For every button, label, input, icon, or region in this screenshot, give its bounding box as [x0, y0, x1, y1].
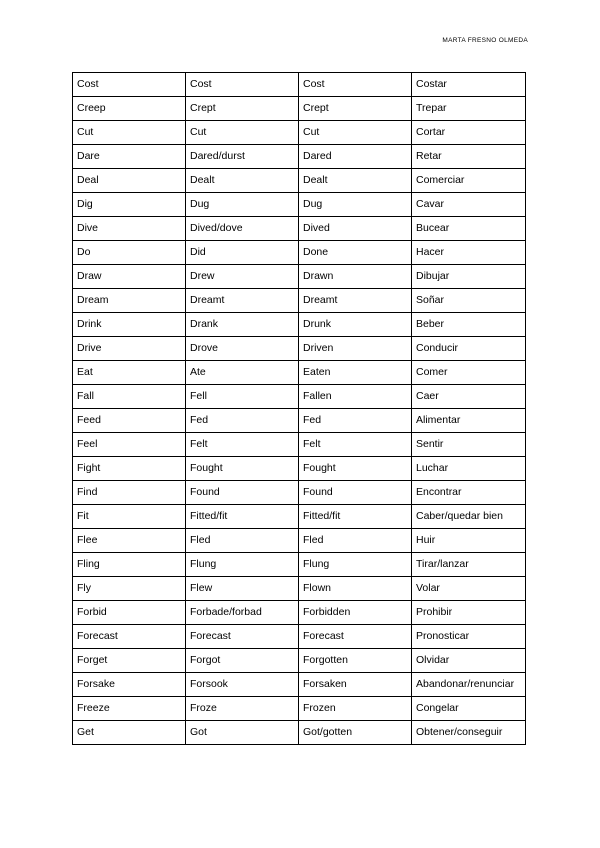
infinitive-cell: Fight: [73, 457, 186, 481]
translation-cell: Costar: [412, 73, 526, 97]
past-simple-cell: Cut: [186, 121, 299, 145]
document-header-author: MARTA FRESNO OLMEDA: [442, 37, 528, 44]
past-participle-cell: Drunk: [299, 313, 412, 337]
past-participle-cell: Found: [299, 481, 412, 505]
infinitive-cell: Eat: [73, 361, 186, 385]
past-participle-cell: Fitted/fit: [299, 505, 412, 529]
infinitive-cell: Drink: [73, 313, 186, 337]
past-participle-cell: Forsaken: [299, 673, 412, 697]
table-row: [73, 481, 526, 505]
infinitive-cell: Forsake: [73, 673, 186, 697]
infinitive-cell: Dare: [73, 145, 186, 169]
infinitive-cell: Dream: [73, 289, 186, 313]
past-simple-cell: Drank: [186, 313, 299, 337]
table-row: [73, 601, 526, 625]
past-simple-cell: Found: [186, 481, 299, 505]
past-participle-cell: Dreamt: [299, 289, 412, 313]
translation-cell: Obtener/conseguir: [412, 721, 526, 745]
past-simple-cell: Did: [186, 241, 299, 265]
table-row: [73, 721, 526, 745]
infinitive-cell: Freeze: [73, 697, 186, 721]
table-row: [73, 385, 526, 409]
past-participle-cell: Eaten: [299, 361, 412, 385]
past-simple-cell: Got: [186, 721, 299, 745]
infinitive-cell: Fall: [73, 385, 186, 409]
table-row: [73, 241, 526, 265]
translation-cell: Trepar: [412, 97, 526, 121]
infinitive-cell: Find: [73, 481, 186, 505]
table-row: [73, 121, 526, 145]
past-participle-cell: Cut: [299, 121, 412, 145]
infinitive-cell: Cut: [73, 121, 186, 145]
table-row: [73, 625, 526, 649]
past-simple-cell: Cost: [186, 73, 299, 97]
table-row: [73, 265, 526, 289]
translation-cell: Encontrar: [412, 481, 526, 505]
translation-cell: Comer: [412, 361, 526, 385]
table-row: [73, 73, 526, 97]
infinitive-cell: Fly: [73, 577, 186, 601]
translation-cell: Comerciar: [412, 169, 526, 193]
infinitive-cell: Forget: [73, 649, 186, 673]
past-participle-cell: Felt: [299, 433, 412, 457]
table-row: [73, 193, 526, 217]
translation-cell: Dibujar: [412, 265, 526, 289]
table-row: [73, 433, 526, 457]
table-row: [73, 409, 526, 433]
table-row: [73, 313, 526, 337]
table-row: [73, 97, 526, 121]
infinitive-cell: Drive: [73, 337, 186, 361]
translation-cell: Huir: [412, 529, 526, 553]
past-participle-cell: Forecast: [299, 625, 412, 649]
translation-cell: Hacer: [412, 241, 526, 265]
past-participle-cell: Drawn: [299, 265, 412, 289]
past-participle-cell: Flung: [299, 553, 412, 577]
past-participle-cell: Fled: [299, 529, 412, 553]
table-row: [73, 577, 526, 601]
table-row: [73, 337, 526, 361]
table-row: [73, 505, 526, 529]
translation-cell: Soñar: [412, 289, 526, 313]
infinitive-cell: Feel: [73, 433, 186, 457]
translation-cell: Congelar: [412, 697, 526, 721]
translation-cell: Abandonar/renunciar: [412, 673, 526, 697]
past-participle-cell: Forbidden: [299, 601, 412, 625]
past-simple-cell: Dealt: [186, 169, 299, 193]
past-simple-cell: Forecast: [186, 625, 299, 649]
past-simple-cell: Fitted/fit: [186, 505, 299, 529]
infinitive-cell: Get: [73, 721, 186, 745]
table-row: [73, 529, 526, 553]
past-participle-cell: Flown: [299, 577, 412, 601]
past-simple-cell: Drove: [186, 337, 299, 361]
verb-table-body: [73, 73, 526, 745]
table-row: [73, 289, 526, 313]
past-participle-cell: Fed: [299, 409, 412, 433]
past-simple-cell: Forgot: [186, 649, 299, 673]
translation-cell: Alimentar: [412, 409, 526, 433]
verb-table-container: [72, 72, 524, 745]
translation-cell: Retar: [412, 145, 526, 169]
translation-cell: Caber/quedar bien: [412, 505, 526, 529]
past-participle-cell: Dealt: [299, 169, 412, 193]
infinitive-cell: Dive: [73, 217, 186, 241]
past-simple-cell: Froze: [186, 697, 299, 721]
past-participle-cell: Done: [299, 241, 412, 265]
infinitive-cell: Deal: [73, 169, 186, 193]
infinitive-cell: Forecast: [73, 625, 186, 649]
past-simple-cell: Fed: [186, 409, 299, 433]
past-simple-cell: Dived/dove: [186, 217, 299, 241]
past-simple-cell: Felt: [186, 433, 299, 457]
past-simple-cell: Fell: [186, 385, 299, 409]
translation-cell: Prohibir: [412, 601, 526, 625]
translation-cell: Volar: [412, 577, 526, 601]
table-row: [73, 457, 526, 481]
table-row: [73, 697, 526, 721]
translation-cell: Tirar/lanzar: [412, 553, 526, 577]
past-simple-cell: Dared/durst: [186, 145, 299, 169]
translation-cell: Pronosticar: [412, 625, 526, 649]
translation-cell: Beber: [412, 313, 526, 337]
past-simple-cell: Forsook: [186, 673, 299, 697]
past-participle-cell: Got/gotten: [299, 721, 412, 745]
infinitive-cell: Cost: [73, 73, 186, 97]
past-simple-cell: Flung: [186, 553, 299, 577]
past-simple-cell: Ate: [186, 361, 299, 385]
table-row: [73, 673, 526, 697]
translation-cell: Cavar: [412, 193, 526, 217]
past-simple-cell: Flew: [186, 577, 299, 601]
past-participle-cell: Fought: [299, 457, 412, 481]
table-row: [73, 649, 526, 673]
past-participle-cell: Cost: [299, 73, 412, 97]
translation-cell: Luchar: [412, 457, 526, 481]
table-row: [73, 169, 526, 193]
infinitive-cell: Forbid: [73, 601, 186, 625]
translation-cell: Conducir: [412, 337, 526, 361]
infinitive-cell: Dig: [73, 193, 186, 217]
past-simple-cell: Crept: [186, 97, 299, 121]
infinitive-cell: Fling: [73, 553, 186, 577]
infinitive-cell: Do: [73, 241, 186, 265]
translation-cell: Cortar: [412, 121, 526, 145]
table-row: [73, 361, 526, 385]
past-simple-cell: Dreamt: [186, 289, 299, 313]
translation-cell: Bucear: [412, 217, 526, 241]
past-participle-cell: Forgotten: [299, 649, 412, 673]
infinitive-cell: Fit: [73, 505, 186, 529]
translation-cell: Olvidar: [412, 649, 526, 673]
infinitive-cell: Creep: [73, 97, 186, 121]
past-simple-cell: Dug: [186, 193, 299, 217]
past-participle-cell: Fallen: [299, 385, 412, 409]
translation-cell: Sentir: [412, 433, 526, 457]
table-row: [73, 217, 526, 241]
past-simple-cell: Fought: [186, 457, 299, 481]
past-simple-cell: Drew: [186, 265, 299, 289]
past-simple-cell: Fled: [186, 529, 299, 553]
translation-cell: Caer: [412, 385, 526, 409]
infinitive-cell: Draw: [73, 265, 186, 289]
past-simple-cell: Forbade/forbad: [186, 601, 299, 625]
irregular-verbs-table: [72, 72, 526, 745]
past-participle-cell: Driven: [299, 337, 412, 361]
past-participle-cell: Dared: [299, 145, 412, 169]
past-participle-cell: Dived: [299, 217, 412, 241]
past-participle-cell: Dug: [299, 193, 412, 217]
table-row: [73, 145, 526, 169]
infinitive-cell: Flee: [73, 529, 186, 553]
table-row: [73, 553, 526, 577]
infinitive-cell: Feed: [73, 409, 186, 433]
past-participle-cell: Frozen: [299, 697, 412, 721]
past-participle-cell: Crept: [299, 97, 412, 121]
